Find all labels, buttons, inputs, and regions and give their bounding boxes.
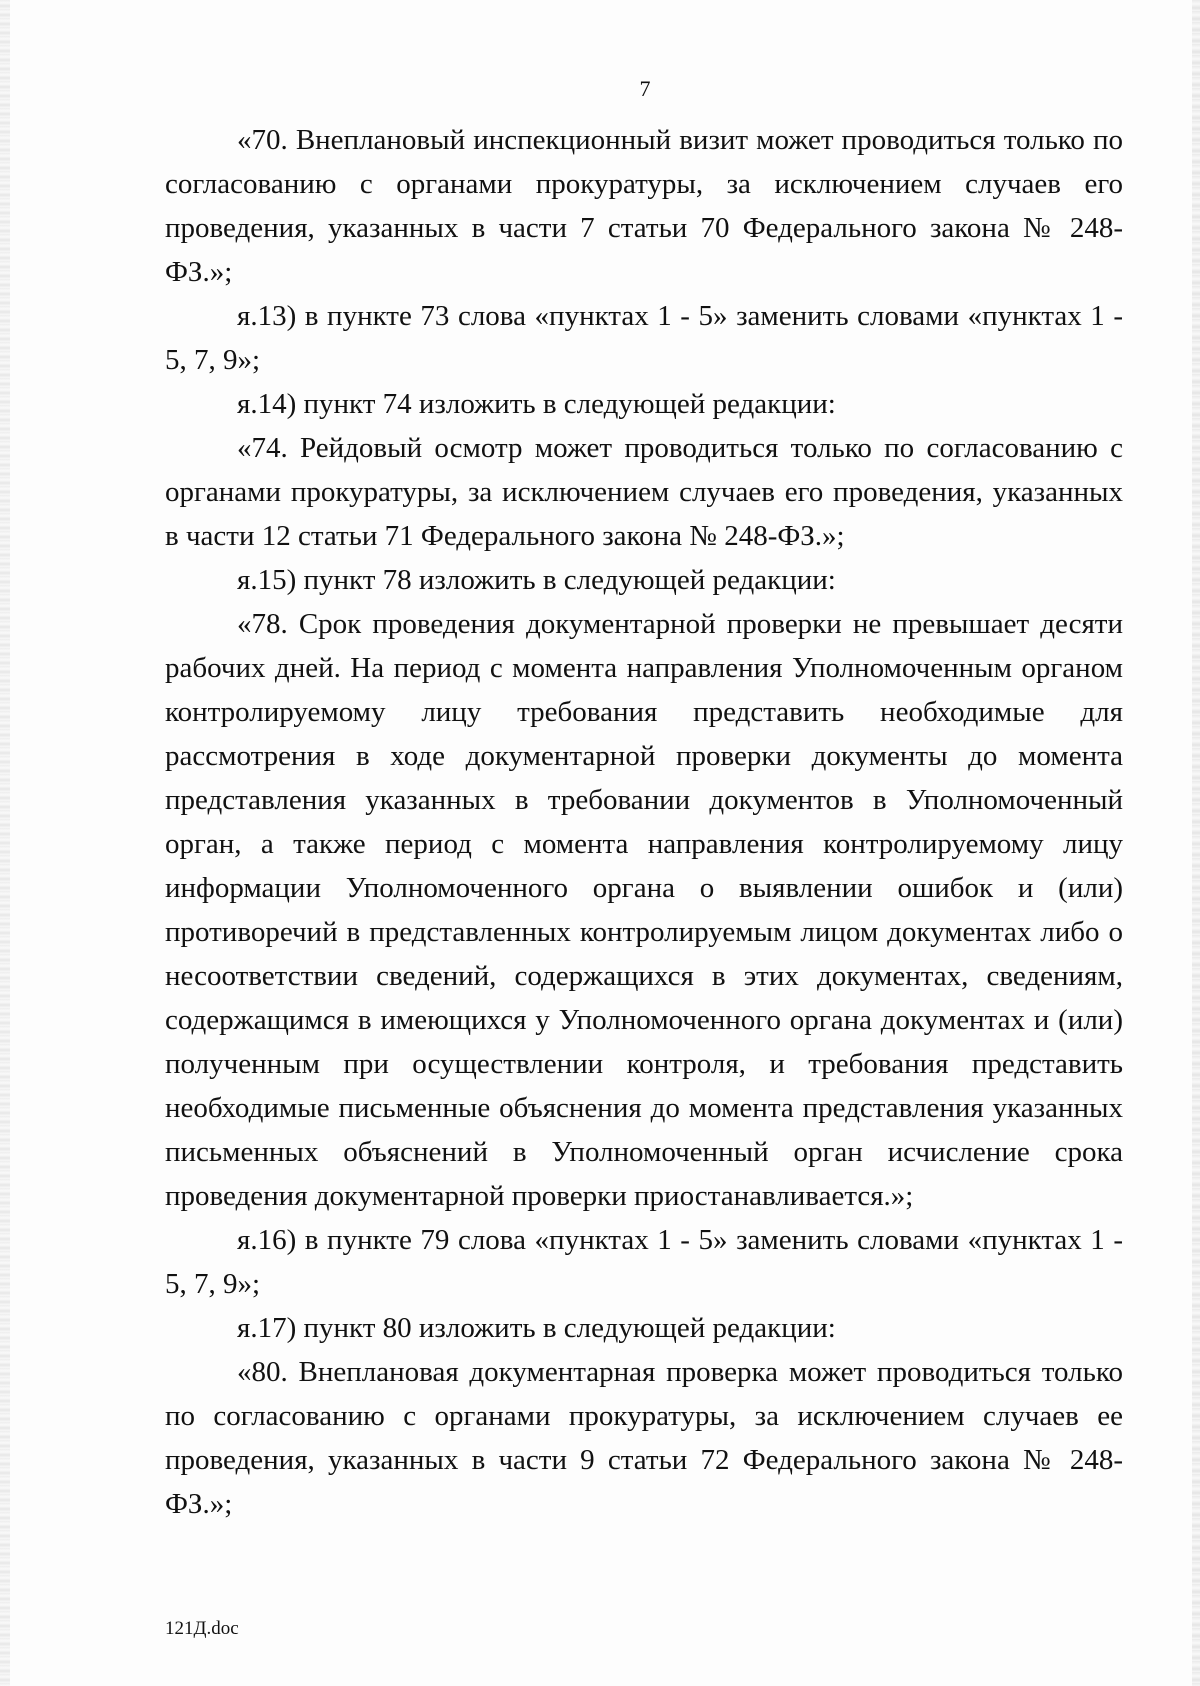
scan-edge-left: [0, 0, 10, 1686]
paragraph-74: «74. Рейдовый осмотр может проводиться только по согласованию с органами прокуратуры, за исключением случаев его проведения, указанных в части 12 статьи 71 Федерального закона № 248-ФЗ.»;: [165, 432, 1123, 552]
paragraph-ya13: я.13) в пункте 73 слова «пунктах 1 - 5» заменить словами «пунктах 1 - 5, 7, 9»;: [165, 300, 1123, 376]
paragraph-78: «78. Срок проведения документарной проверки не превышает десяти рабочих дней. На период с момента направления Уполномоченным органом контролируемому лицу требования представить необходимые для рассмотрения в ходе документарной проверки документы до момента представления указанных в требовании документов в Уполномоченный орган, а также период с момента направления контролируемому лицу информации Уполномоченного органа о выявлении ошибок и (или) противоречий в представленных контролируемым лицом документах либо о несоответствии сведений, содержащихся в этих документах, сведениям, содержащимся в имеющихся у Уполномоченного органа документах и (или) полученным при осуществлении контроля, и требования представить необходимые письменные объяснения до момента представления указанных письменных объяснений в Уполномоченный орган исчисление срока проведения документарной проверки приостанавливается.»;: [165, 608, 1123, 1212]
scan-edge-right: [1192, 0, 1200, 1686]
paragraph-ya14: я.14) пункт 74 изложить в следующей редакции:: [237, 388, 836, 420]
paragraph-70: «70. Внеплановый инспекционный визит может проводиться только по согласованию с органами прокуратуры, за исключением случаев его проведения, указанных в части 7 статьи 70 Федерального закона № 248-ФЗ.»;: [165, 124, 1123, 288]
footer-filename: 121Д.doc: [165, 1618, 239, 1639]
paragraph-ya17: я.17) пункт 80 изложить в следующей редакции:: [237, 1312, 836, 1344]
paragraph-ya15: я.15) пункт 78 изложить в следующей редакции:: [237, 564, 836, 596]
page-number: 7: [639, 76, 651, 101]
document-body: [165, 118, 1123, 1526]
paragraph-ya16: я.16) в пункте 79 слова «пунктах 1 - 5» заменить словами «пунктах 1 - 5, 7, 9»;: [165, 1224, 1123, 1300]
paragraph-80: «80. Внеплановая документарная проверка может проводиться только по согласованию с органами прокуратуры, за исключением случаев ее проведения, указанных в части 9 статьи 72 Федерального закона № 248-ФЗ.»;: [165, 1356, 1123, 1520]
